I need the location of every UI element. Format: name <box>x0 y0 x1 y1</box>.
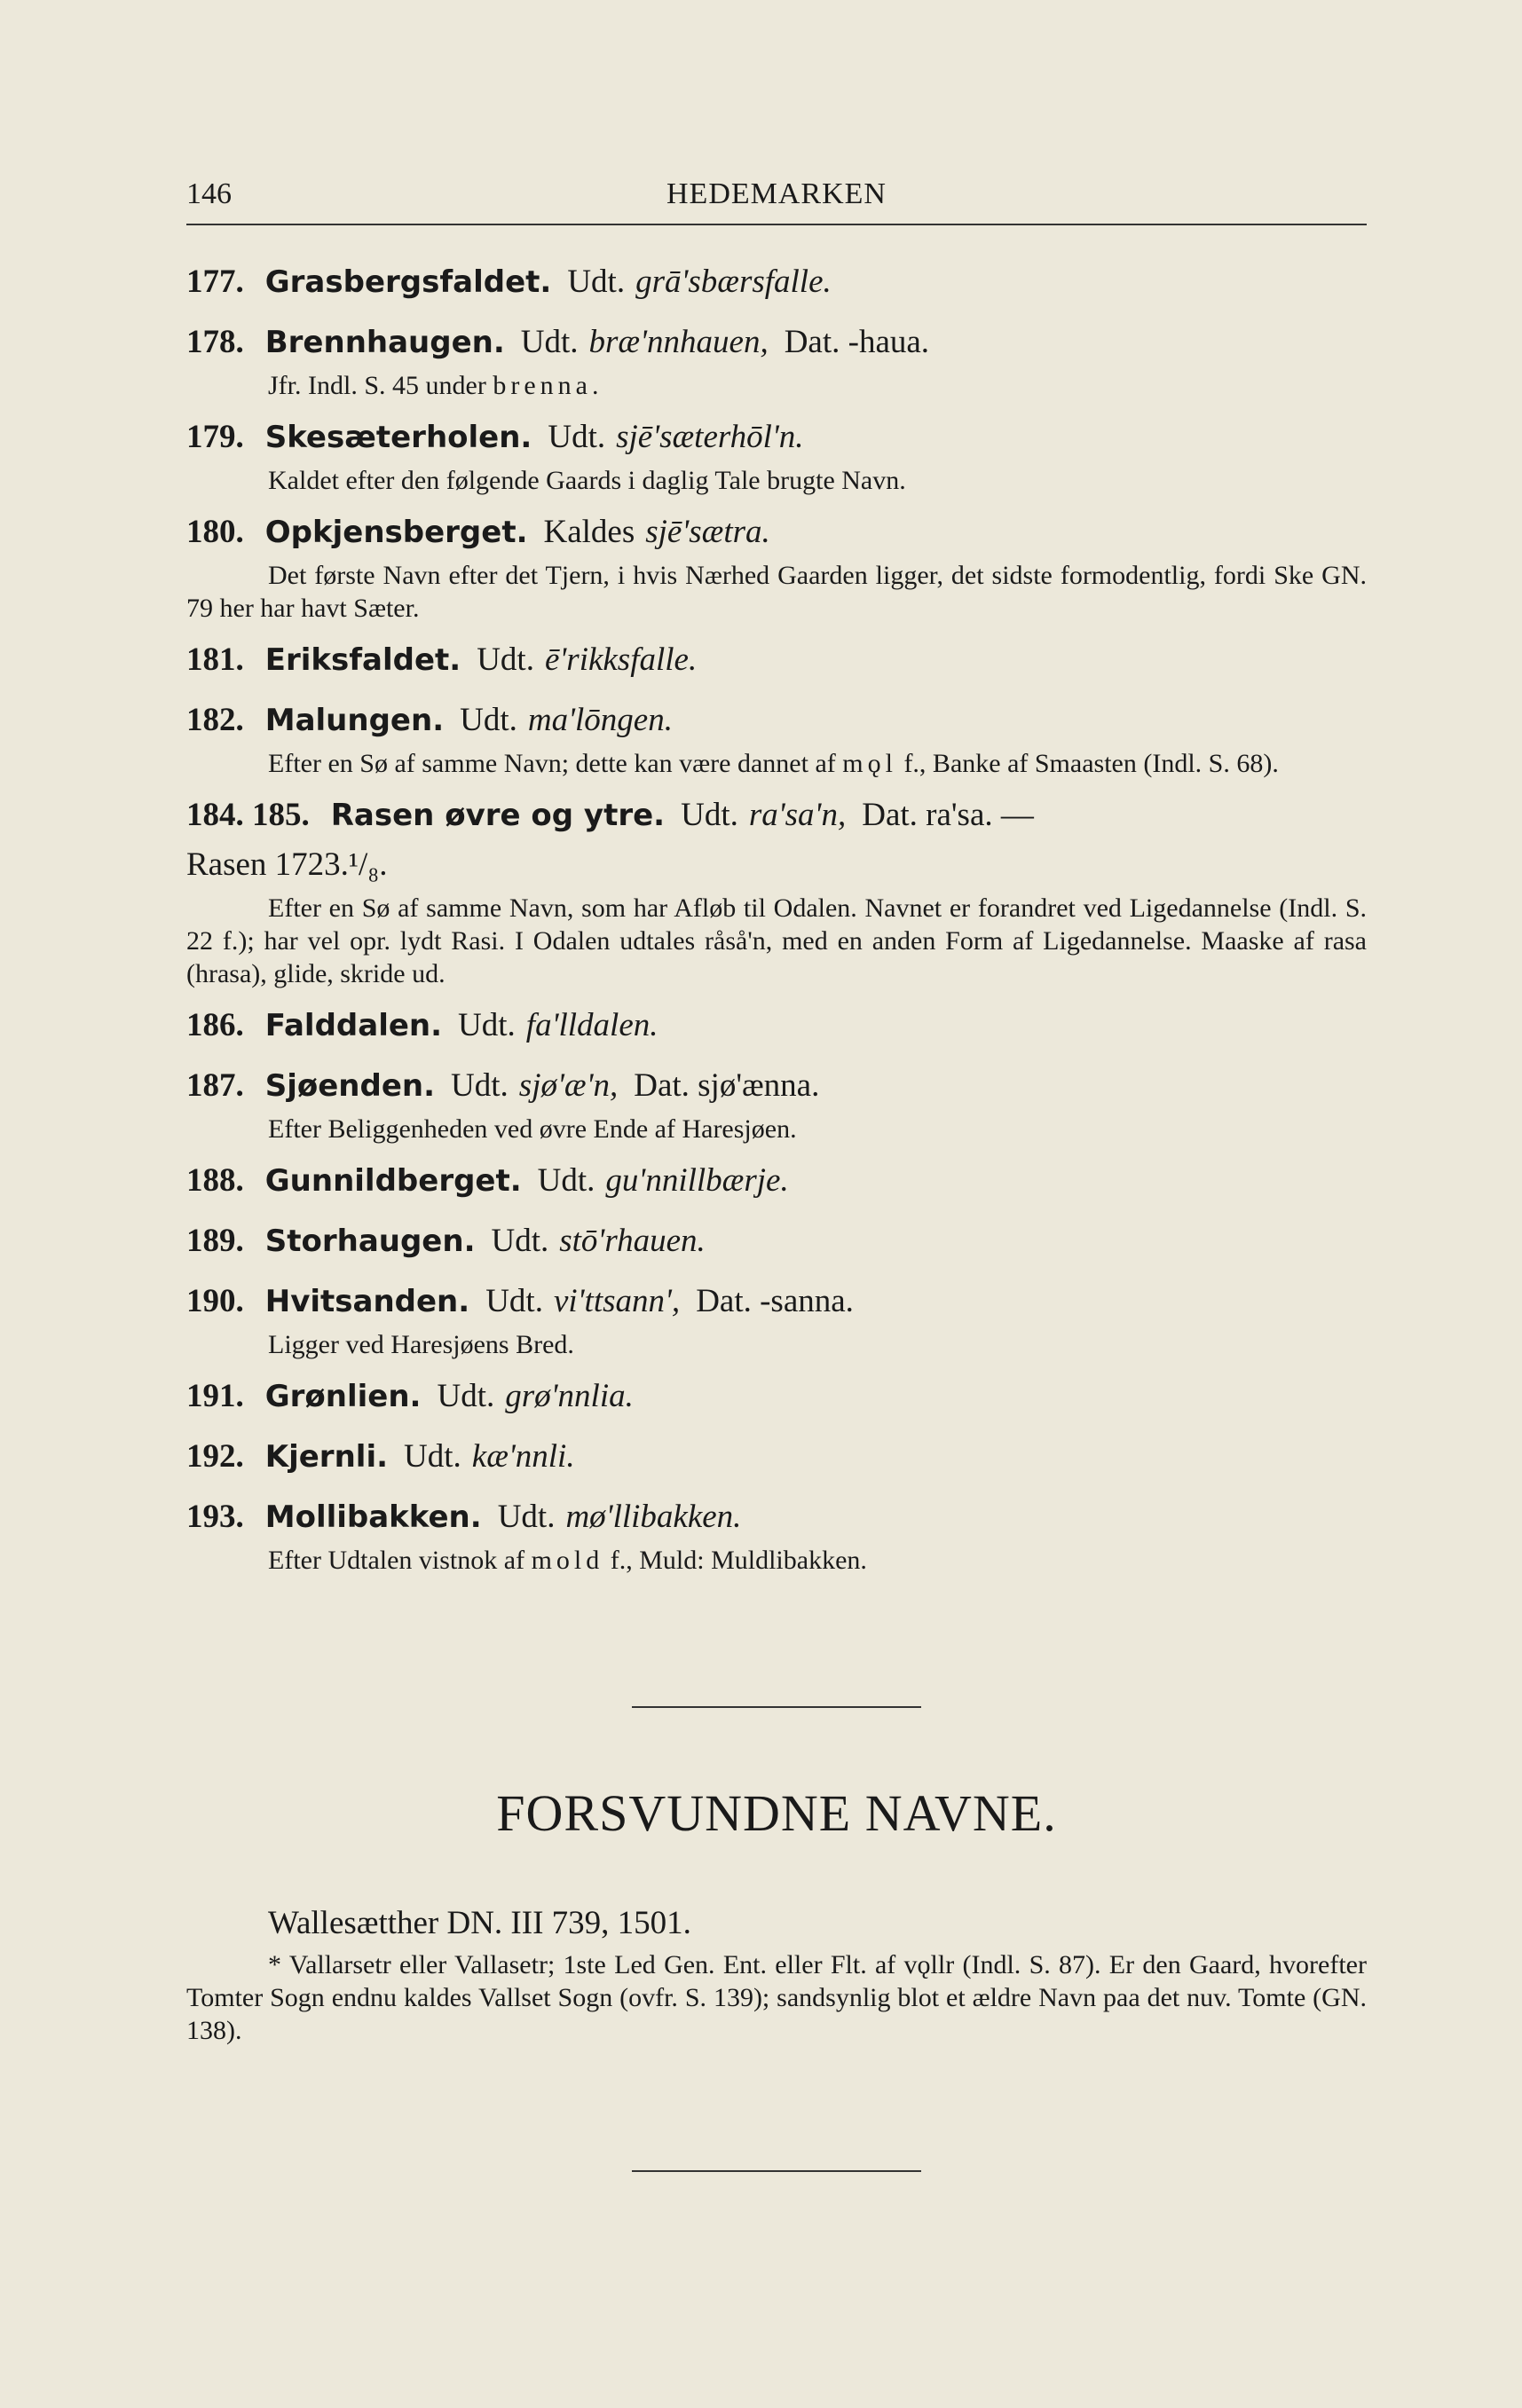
entry-number: 181. <box>186 641 244 678</box>
entry-number: 186. <box>186 1007 244 1043</box>
pronunciation-label: Kaldes <box>543 514 635 550</box>
entry <box>186 696 1367 780</box>
entry-heading <box>186 257 1367 307</box>
place-name: Sjøenden. <box>264 1068 436 1104</box>
note-text: f., Muld: Muldlibakken. <box>603 1546 867 1575</box>
entry-heading <box>186 1156 1367 1206</box>
note-spaced-word: mold <box>531 1546 604 1575</box>
entry-heading <box>186 1001 1367 1051</box>
dative-form: Dat. sjø'ænna. <box>634 1067 820 1104</box>
pronunciation: grā'sbærsfallе. <box>635 264 832 300</box>
entry-note <box>186 1544 1367 1577</box>
pronunciation: fa'lldalen. <box>525 1007 658 1043</box>
entry-heading <box>186 635 1367 685</box>
entry-list <box>186 257 1367 1587</box>
entry <box>186 1277 1367 1361</box>
page-number: 146 <box>186 177 232 210</box>
pronunciation: grø'nnlia. <box>505 1378 634 1414</box>
entry-heading <box>186 696 1367 745</box>
entry-number: 189. <box>186 1223 244 1259</box>
pronunciation: ra'sa'n, <box>748 797 847 833</box>
pronunciation: mø'llibakken. <box>565 1499 742 1535</box>
entry <box>186 1061 1367 1145</box>
entry <box>186 1492 1367 1577</box>
lost-names-section <box>186 1902 1367 2047</box>
lost-name-heading: Wallesætther DN. III 739, 1501. <box>268 1905 691 1941</box>
note-text: . <box>591 371 599 400</box>
place-name: Grønlien. <box>264 1379 422 1414</box>
entry-number: 182. <box>186 702 244 738</box>
pronunciation-label: Udt. <box>437 1378 495 1414</box>
separator-bottom <box>632 2170 921 2172</box>
entry-number: 184. 185. <box>186 797 310 833</box>
entry <box>186 635 1367 685</box>
pronunciation: stō'rhauen. <box>559 1223 706 1259</box>
pronunciation: sjē'sæterhōl'n. <box>616 419 804 455</box>
pronunciation-label: Udt. <box>404 1438 461 1475</box>
note-spaced-word: mǫl <box>842 749 897 778</box>
page-header <box>186 177 1367 222</box>
entry-number: 178. <box>186 324 244 360</box>
entry <box>186 413 1367 497</box>
pronunciation-label: Udt. <box>681 797 738 833</box>
place-name: Malungen. <box>264 703 445 738</box>
entry-note: Ligger ved Haresjøens Bred. <box>268 1330 574 1359</box>
pronunciation: bræ'nnhauen, <box>588 324 769 360</box>
entry-heading <box>186 318 1367 367</box>
place-name: Grasbergsfaldet. <box>264 264 552 300</box>
entry-heading <box>186 1061 1367 1111</box>
lost-name-text: * Vallarsetr eller Vallasetr; 1ste Led Gen. Ent. eller Flt. af vǫllr (Indl. S. 87). Er den Gaard, hvorefter Tomter Sogn endnu kaldes Vallset Sogn (ovfr. S. 139); sandsynlig blot et ældre Navn paa det nuv. Tomte (GN. 138). <box>186 1950 1367 2045</box>
pronunciation: gu'nnillbærje. <box>605 1162 789 1199</box>
pronunciation-label: Udt. <box>451 1067 509 1104</box>
entry <box>186 1372 1367 1421</box>
entry-number: 187. <box>186 1067 244 1104</box>
entry-heading <box>186 791 1367 840</box>
entry-heading <box>186 1277 1367 1326</box>
entry-heading <box>186 508 1367 557</box>
entry-number: 191. <box>186 1378 244 1414</box>
place-name: Eriksfaldet. <box>264 642 461 678</box>
entry-note: Det første Navn efter det Tjern, i hvis Nærhed Gaarden ligger, det sidste formodentlig, fordi Ske GN. 79 her har havt Sæter. <box>186 561 1367 623</box>
entry-heading <box>186 1216 1367 1266</box>
entry-number: 180. <box>186 514 244 550</box>
entry-number: 193. <box>186 1499 244 1535</box>
note-text: f., Banke af Smaasten (Indl. S. 68). <box>896 749 1279 778</box>
pronunciation-label: Udt. <box>520 324 579 360</box>
place-name: Gunnildberget. <box>264 1163 522 1199</box>
pronunciation: ma'lōngen. <box>527 702 673 738</box>
entry-number: 192. <box>186 1438 244 1475</box>
dative-form: Dat. ra'sa. — <box>862 797 1034 833</box>
note-text: Jfr. Indl. S. 45 under <box>268 371 493 400</box>
entry <box>186 1216 1367 1266</box>
pronunciation-label: Udt. <box>491 1223 549 1259</box>
pronunciation-label: Udt. <box>497 1499 556 1535</box>
entry-heading <box>186 1372 1367 1421</box>
place-name: Mollibakken. <box>264 1499 482 1535</box>
entry-number: 179. <box>186 419 244 455</box>
running-title: HEDEMARKEN <box>666 177 887 210</box>
entry-number: 177. <box>186 264 244 300</box>
entry-continuation: Rasen 1723.¹/₈. <box>186 846 388 883</box>
pronunciation-label: Udt. <box>458 1007 516 1043</box>
pronunciation-label: Udt. <box>460 702 517 738</box>
note-text: Efter en Sø af samme Navn; dette kan være dannet af <box>268 749 843 778</box>
header-rule <box>186 224 1367 225</box>
pronunciation-label: Udt. <box>567 264 626 300</box>
section-title: FORSVUNDNE NAVNE. <box>496 1784 1057 1842</box>
entry <box>186 508 1367 625</box>
pronunciation-label: Udt. <box>485 1283 543 1319</box>
entry <box>186 1001 1367 1051</box>
dative-form: Dat. -haua. <box>784 324 930 360</box>
entry-note <box>186 747 1367 780</box>
place-name: Opkjensberget. <box>264 515 528 550</box>
place-name: Rasen øvre og ytre. <box>330 798 666 833</box>
entry <box>186 791 1367 990</box>
entry-note: Efter en Sø af samme Navn, som har Afløb til Odalen. Navnet er forandret ved Ligedannelse (Indl. S. 22 f.); har vel opr. lydt Rasi. I Odalen udtales råså'n, med en anden Form af Ligedannelse. Maaske af rasa (hrasa), glide, skride ud. <box>186 893 1367 988</box>
entry <box>186 318 1367 402</box>
pronunciation: sjē'sætra. <box>645 514 770 550</box>
dative-form: Dat. -sanna. <box>696 1283 854 1319</box>
pronunciation-label: Udt. <box>537 1162 595 1199</box>
place-name: Hvitsanden. <box>264 1284 470 1319</box>
note-spaced-word: brenna <box>493 371 592 400</box>
place-name: Kjernli. <box>264 1439 389 1475</box>
entry-note: Efter Beliggenheden ved øvre Ende af Haresjøen. <box>268 1114 797 1144</box>
entry-number: 190. <box>186 1283 244 1319</box>
pronunciation-label: Udt. <box>477 641 534 678</box>
place-name: Storhaugen. <box>264 1224 476 1259</box>
separator-top <box>632 1706 921 1708</box>
entry <box>186 1156 1367 1206</box>
entry-number: 188. <box>186 1162 244 1199</box>
pronunciation: ē'rikksfallе. <box>544 641 698 678</box>
pronunciation: sjø'æ'n, <box>518 1067 619 1104</box>
note-text: Efter Udtalen vistnok af <box>268 1546 532 1575</box>
place-name: Falddalen. <box>264 1008 443 1043</box>
pronunciation: vi'ttsann', <box>553 1283 681 1319</box>
place-name: Brennhaugen. <box>264 325 505 360</box>
entry-note: Kaldet efter den følgende Gaards i daglig Tale brugte Navn. <box>268 466 906 495</box>
entry <box>186 1432 1367 1482</box>
pronunciation: kæ'nnli. <box>471 1438 575 1475</box>
entry <box>186 257 1367 307</box>
entry-heading <box>186 1432 1367 1482</box>
entry-note <box>186 369 1367 402</box>
pronunciation-label: Udt. <box>548 419 606 455</box>
entry-heading <box>186 1492 1367 1542</box>
place-name: Skesæterholen. <box>264 420 532 455</box>
entry-heading <box>186 413 1367 462</box>
